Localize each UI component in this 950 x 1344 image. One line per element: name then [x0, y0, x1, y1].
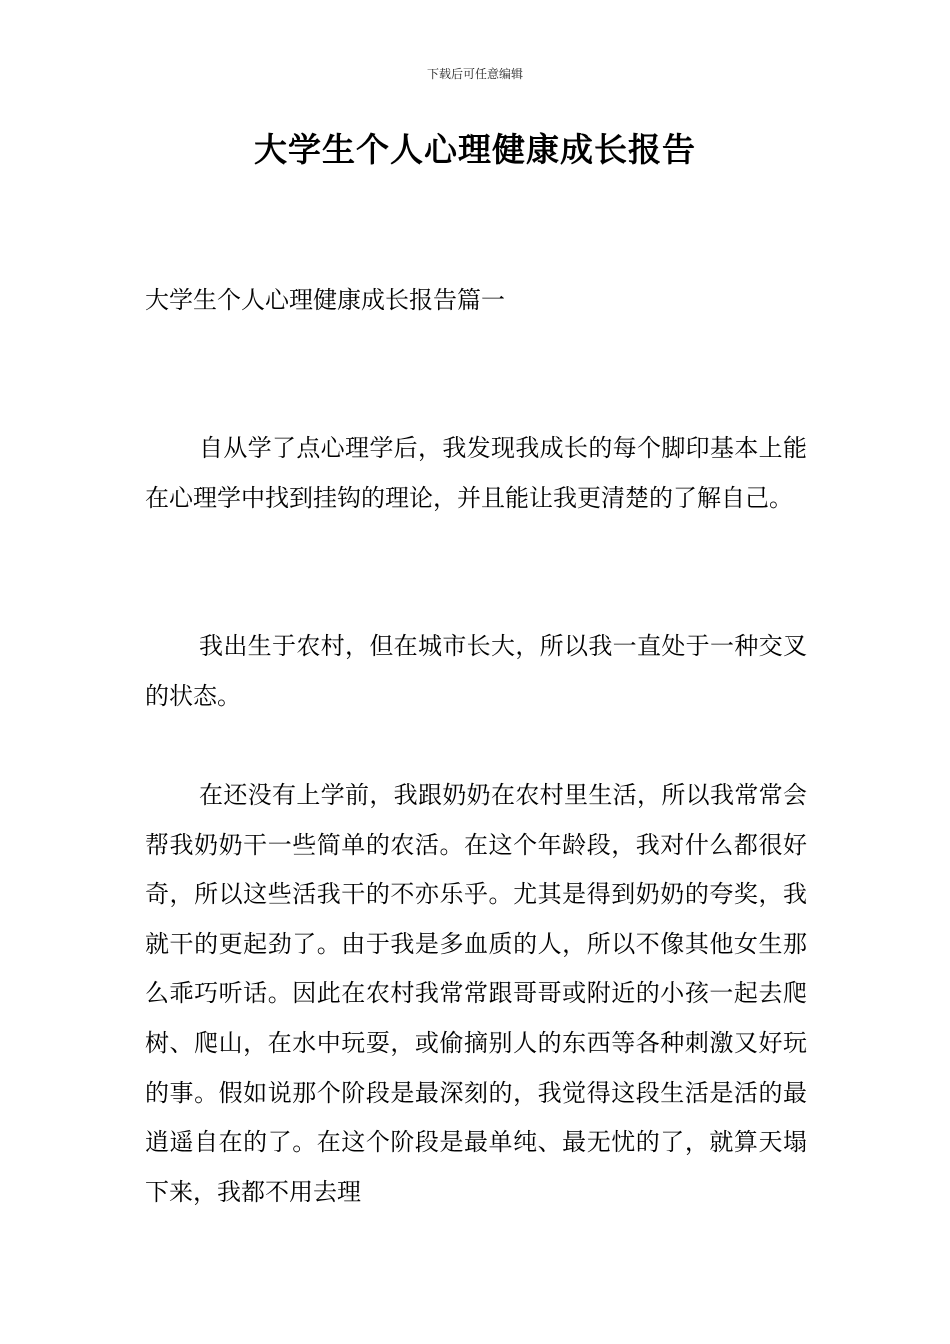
body-paragraph: 我出生于农村，但在城市长大，所以我一直处于一种交叉的状态。: [145, 632, 807, 710]
body-paragraph: 在还没有上学前，我跟奶奶在农村里生活，所以我常常会帮我奶奶干一些简单的农活。在这个年龄段，我对什么都很好奇，所以这些活我干的不亦乐乎。尤其是得到奶奶的夸奖，我就干的更起劲了。由于我是多血质的人，所以不像其他女生那么乖巧听话。因此在农村我常常跟哥哥或附近的小孩一起去爬树、爬山，在水中玩耍，或偷摘别人的东西等各种刺激又好玩的事。假如说那个阶段是最深刻的，我觉得这段生活是活的最逍遥自在的了。在这个阶段是最单纯、最无忧的了，就算天塌下来，我都不用去理: [145, 781, 807, 1206]
document-title: 大学生个人心理健康成长报告: [254, 130, 696, 169]
section-heading: 大学生个人心理健康成长报告篇一: [145, 286, 505, 314]
body-paragraph: 自从学了点心理学后，我发现我成长的每个脚印基本上能在心理学中找到挂钩的理论，并且能让我更清楚的了解自己。: [145, 434, 807, 512]
header-note: 下载后可任意编辑: [426, 67, 523, 81]
